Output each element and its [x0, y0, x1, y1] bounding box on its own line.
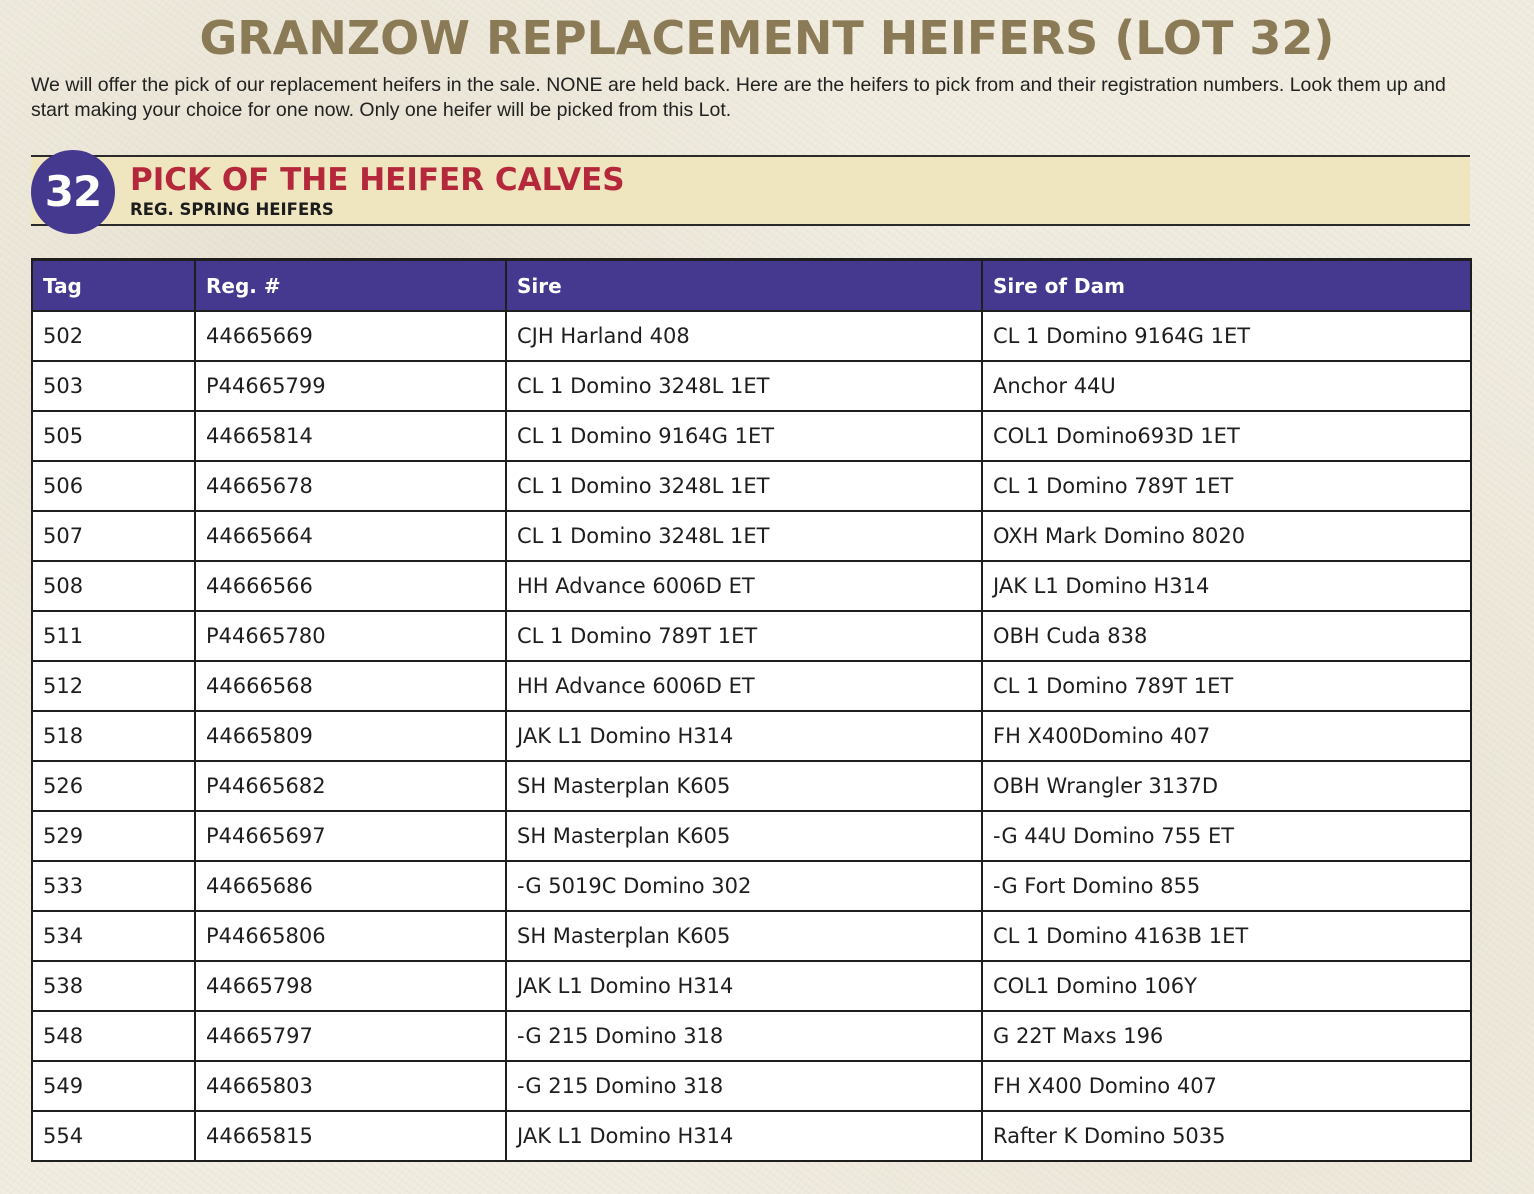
cell-sire: JAK L1 Domino H314 — [506, 711, 982, 761]
lot-title: PICK OF THE HEIFER CALVES — [130, 162, 625, 198]
column-header-sire-of-dam: Sire of Dam — [982, 260, 1471, 312]
table-row — [32, 711, 1471, 761]
intro-paragraph: We will offer the pick of our replacement heifers in the sale. NONE are held back. Here are the heifers to pick from and their registration numbers. Look them up and start making your choice for one now. Only one heifer will be picked from this Lot. — [31, 74, 1446, 121]
cell-sire: -G 5019C Domino 302 — [506, 861, 982, 911]
cell-tag: 506 — [32, 461, 195, 511]
cell-reg: 44665803 — [195, 1061, 506, 1111]
cell-reg: 44665809 — [195, 711, 506, 761]
cell-sire: CL 1 Domino 3248L 1ET — [506, 361, 982, 411]
table-row — [32, 811, 1471, 861]
table-body — [32, 311, 1471, 1161]
cell-sire: JAK L1 Domino H314 — [506, 961, 982, 1011]
cell-tag: 526 — [32, 761, 195, 811]
heifer-table — [31, 258, 1472, 1162]
table-row — [32, 361, 1471, 411]
table-row — [32, 511, 1471, 561]
cell-tag: 549 — [32, 1061, 195, 1111]
cell-tag: 554 — [32, 1111, 195, 1161]
page-title: GRANZOW REPLACEMENT HEIFERS (LOT 32) — [199, 11, 1335, 65]
cell-sire-of-dam: COL1 Domino693D 1ET — [982, 411, 1471, 461]
cell-reg: 44665686 — [195, 861, 506, 911]
cell-sire-of-dam: JAK L1 Domino H314 — [982, 561, 1471, 611]
cell-sire-of-dam: FH X400Domino 407 — [982, 711, 1471, 761]
cell-sire-of-dam: CL 1 Domino 789T 1ET — [982, 661, 1471, 711]
cell-tag: 508 — [32, 561, 195, 611]
cell-sire: CL 1 Domino 789T 1ET — [506, 611, 982, 661]
cell-reg: 44666568 — [195, 661, 506, 711]
cell-sire-of-dam: -G Fort Domino 855 — [982, 861, 1471, 911]
cell-reg: P44665806 — [195, 911, 506, 961]
cell-sire-of-dam: Rafter K Domino 5035 — [982, 1111, 1471, 1161]
cell-tag: 511 — [32, 611, 195, 661]
cell-sire-of-dam: COL1 Domino 106Y — [982, 961, 1471, 1011]
cell-tag: 533 — [32, 861, 195, 911]
cell-sire-of-dam: OXH Mark Domino 8020 — [982, 511, 1471, 561]
cell-sire-of-dam: Anchor 44U — [982, 361, 1471, 411]
cell-sire-of-dam: -G 44U Domino 755 ET — [982, 811, 1471, 861]
cell-sire: CJH Harland 408 — [506, 311, 982, 361]
cell-sire-of-dam: CL 1 Domino 789T 1ET — [982, 461, 1471, 511]
column-header-reg: Reg. # — [195, 260, 506, 312]
table-row — [32, 911, 1471, 961]
cell-sire-of-dam: OBH Wrangler 3137D — [982, 761, 1471, 811]
cell-reg: 44665797 — [195, 1011, 506, 1061]
cell-reg: 44666566 — [195, 561, 506, 611]
cell-sire-of-dam: OBH Cuda 838 — [982, 611, 1471, 661]
table-row — [32, 961, 1471, 1011]
cell-reg: 44665678 — [195, 461, 506, 511]
cell-tag: 507 — [32, 511, 195, 561]
cell-sire-of-dam: CL 1 Domino 4163B 1ET — [982, 911, 1471, 961]
cell-sire-of-dam: FH X400 Domino 407 — [982, 1061, 1471, 1111]
cell-sire: -G 215 Domino 318 — [506, 1011, 982, 1061]
cell-reg: 44665669 — [195, 311, 506, 361]
cell-sire-of-dam: CL 1 Domino 9164G 1ET — [982, 311, 1471, 361]
lot-number-badge: 32 — [31, 150, 115, 234]
table-header-row — [32, 260, 1471, 312]
cell-sire: JAK L1 Domino H314 — [506, 1111, 982, 1161]
cell-tag: 505 — [32, 411, 195, 461]
table-row — [32, 1111, 1471, 1161]
cell-reg: P44665799 — [195, 361, 506, 411]
cell-sire: -G 215 Domino 318 — [506, 1061, 982, 1111]
cell-sire: SH Masterplan K605 — [506, 911, 982, 961]
lot-subtitle: REG. SPRING HEIFERS — [130, 200, 334, 219]
cell-sire: CL 1 Domino 3248L 1ET — [506, 461, 982, 511]
table-row — [32, 661, 1471, 711]
table-row — [32, 411, 1471, 461]
table-row — [32, 611, 1471, 661]
cell-tag: 548 — [32, 1011, 195, 1061]
cell-reg: 44665664 — [195, 511, 506, 561]
cell-tag: 502 — [32, 311, 195, 361]
cell-sire: SH Masterplan K605 — [506, 811, 982, 861]
cell-sire-of-dam: G 22T Maxs 196 — [982, 1011, 1471, 1061]
cell-tag: 529 — [32, 811, 195, 861]
table-row — [32, 1011, 1471, 1061]
cell-sire: CL 1 Domino 9164G 1ET — [506, 411, 982, 461]
table-row — [32, 1061, 1471, 1111]
cell-reg: P44665697 — [195, 811, 506, 861]
cell-reg: P44665682 — [195, 761, 506, 811]
cell-tag: 538 — [32, 961, 195, 1011]
cell-reg: 44665814 — [195, 411, 506, 461]
cell-sire: HH Advance 6006D ET — [506, 561, 982, 611]
cell-reg: 44665815 — [195, 1111, 506, 1161]
cell-reg: P44665780 — [195, 611, 506, 661]
table-row — [32, 861, 1471, 911]
table-row — [32, 311, 1471, 361]
table-row — [32, 561, 1471, 611]
table-row — [32, 461, 1471, 511]
cell-tag: 512 — [32, 661, 195, 711]
column-header-tag: Tag — [32, 260, 195, 312]
cell-reg: 44665798 — [195, 961, 506, 1011]
cell-tag: 534 — [32, 911, 195, 961]
cell-tag: 518 — [32, 711, 195, 761]
cell-sire: SH Masterplan K605 — [506, 761, 982, 811]
cell-sire: HH Advance 6006D ET — [506, 661, 982, 711]
cell-tag: 503 — [32, 361, 195, 411]
column-header-sire: Sire — [506, 260, 982, 312]
cell-sire: CL 1 Domino 3248L 1ET — [506, 511, 982, 561]
table-row — [32, 761, 1471, 811]
